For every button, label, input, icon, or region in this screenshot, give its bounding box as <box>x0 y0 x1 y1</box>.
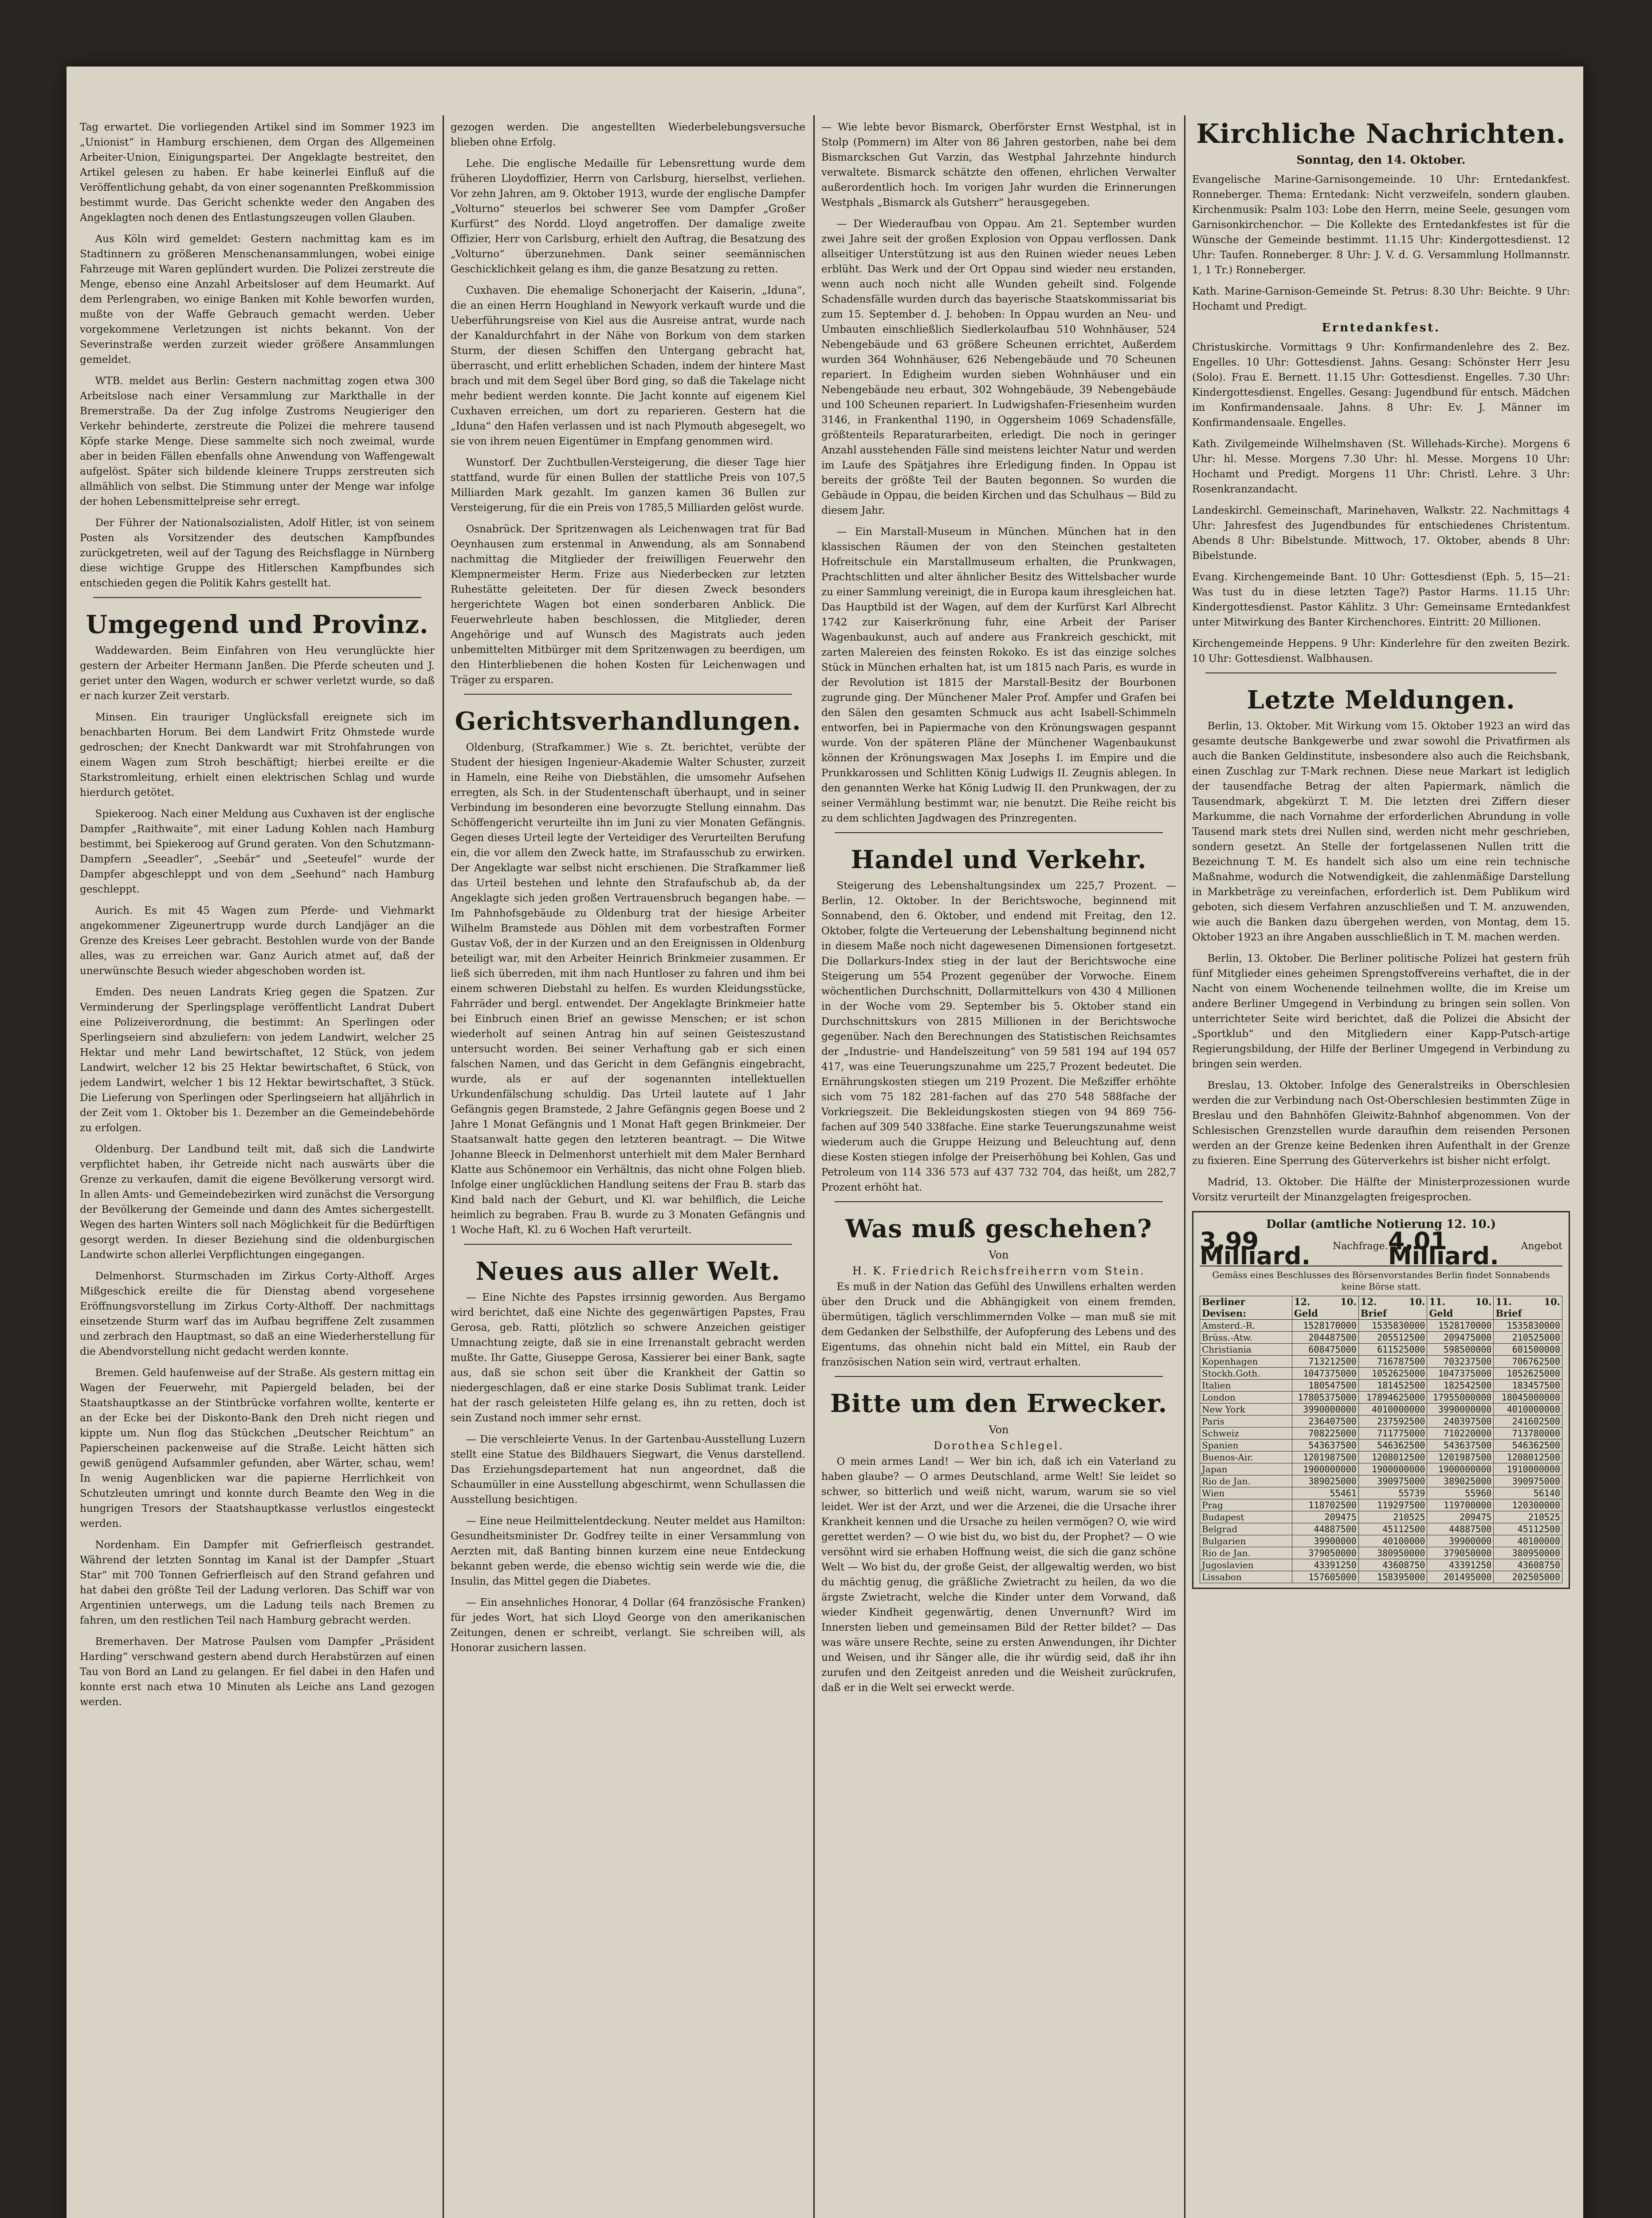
rate-cell: 1528170000 <box>1427 1320 1494 1332</box>
rate-cell: 4010000000 <box>1358 1404 1427 1416</box>
header-cell: 12. 10. Geld <box>1292 1296 1358 1320</box>
rate-cell: 17894625000 <box>1358 1392 1427 1404</box>
dollar-offer-value: 4,01 Milliard. <box>1388 1227 1499 1270</box>
rate-cell: 236407500 <box>1292 1416 1358 1428</box>
rate-cell: 711775000 <box>1358 1428 1427 1439</box>
rate-cell: 4010000000 <box>1494 1404 1562 1416</box>
section-heading: Neues aus aller Welt. <box>475 1257 781 1286</box>
rate-cell: 209475 <box>1292 1511 1358 1523</box>
article-text: Aurich. Es mit 45 Wagen zum Pferde- und Viehmarkt angekommener Zigeunertrupp wurde durch Landjäger an die Grenze des Kreises Leer gebracht. Bestohlen wurde von der Bande alles, was zu erreichen war. Ganz Aurich atmet auf, daß der unerwünschte Besuch wieder abgeschoben worden ist. <box>80 905 435 977</box>
currency-cell: Buenos-Air. <box>1200 1451 1292 1463</box>
currency-cell: Kopenhagen <box>1200 1356 1292 1368</box>
article-text: — Der Wiederaufbau von Oppau. Am 21. September wurden zwei Jahre seit der großen Explosion von Oppau verflossen. Dank allseitiger Unterstützung ist aus den Ruinen wieder neues Leben erblüht. Das Werk und der Ort Oppau sind wieder neu erstanden, wenn auch noch nicht alle Wunden geheilt sind. Folgende Schadensfälle wurden durch das bayerische Staatskommissariat bis zum 15. September d. J. behoben: In Oppau wurden an Neu- und Umbauten einschließlich Siedlerkolaufbau 510 Wohnhäuser, 524 Nebengebäude und 63 größere Scheunen errichtet, Außerdem wurden 364 Wohnhäuser, 626 Nebengebäude und 70 Scheunen repariert. In Edigheim wurden sieben Wohnhäuser und ein Nebengebäude neu erbaut, 302 Wohngebäude, 39 Nebengebäude und 100 Scheunen repariert. In Ludwigshafen-Friesenheim wurden 3146, in Frankenthal 1190, in Oggersheim 1069 Schadensfälle, größtenteils Reparaturarbeiten, erledigt. Die noch in geringer Anzahl ausstehenden Fälle sind meistens leichter Natur und werden im Laufe des Spätjahres ihre Erledigung finden. In Oppau ist bereits der größte Teil der Bauten begonnen. So wurden die Gebäude in Oppau, die beiden Kirchen und das Schulhaus — Bild zu diesem Jahr. <box>821 218 1176 516</box>
currency-cell: Bulgarien <box>1200 1535 1292 1547</box>
rate-cell: 390975000 <box>1494 1475 1562 1487</box>
rate-cell: 389025000 <box>1292 1475 1358 1487</box>
table-row <box>1200 1368 1562 1380</box>
currency-cell: Schweiz <box>1200 1428 1292 1439</box>
rate-cell: 158395000 <box>1358 1571 1427 1583</box>
church-notice: Kath. Zivilgemeinde Wilhelmshaven (St. Willehads-Kirche). Morgens 6 Uhr: hl. Messe. Morgens 7.30 Uhr: hl. Messe. Morgens 10 Uhr: Hochamt und Predigt. Morgens 11 Uhr: Christl. Lehre. 3 Uhr: Rosenkranzandacht. <box>1192 438 1570 495</box>
rate-cell: 1052625000 <box>1494 1368 1562 1380</box>
rate-cell: 210525 <box>1358 1511 1427 1523</box>
rate-cell: 210525000 <box>1494 1332 1562 1344</box>
rate-cell: 237592500 <box>1358 1416 1427 1428</box>
rate-cell: 202505000 <box>1494 1571 1562 1583</box>
rate-cell: 379050000 <box>1292 1547 1358 1559</box>
rate-cell: 3990000000 <box>1427 1404 1494 1416</box>
article-text: Breslau, 13. Oktober. Infolge des Generalstreiks in Oberschlesien werden die zur Verbindung nach Ost-Oberschlesien bestimmten Züge in Breslau und den Bahnhöfen Gleiwitz-Bahnhof abgenommen. Von der Schlesischen Grenzstellen wurde daraufhin dem reisenden Personen werden an der Grenze keine Bedenken ihren Aufenthalt in der Grenze zu fixieren. Eine Sperrung des Güterverkehrs ist bisher nicht erfolgt. <box>1192 1080 1570 1167</box>
section-heading: Bitte um den Erwecker. <box>830 1389 1168 1418</box>
rate-cell: 209475000 <box>1427 1332 1494 1344</box>
currency-cell: Stockh.Goth. <box>1200 1368 1292 1380</box>
rate-cell: 379050000 <box>1427 1547 1494 1559</box>
rate-cell: 1201987500 <box>1427 1451 1494 1463</box>
rate-cell: 1201987500 <box>1292 1451 1358 1463</box>
article-text: Der Führer der Nationalsozialisten, Adolf Hitler, ist von seinem Posten als Vorsitzender des deutschen Kampfbundes zurückgetreten, weil auf der Tagung des Reichsflagge in Nürnberg diese wichtige Gruppe des Hitlerschen Kampfbundes sich entschieden gegen die Politik Kahrs gestellt hat. <box>80 517 435 589</box>
rate-cell: 209475 <box>1427 1511 1494 1523</box>
rate-cell: 18045000000 <box>1494 1392 1562 1404</box>
rate-cell: 713780000 <box>1494 1428 1562 1439</box>
rate-cell: 608475000 <box>1292 1344 1358 1356</box>
table-row <box>1200 1451 1562 1463</box>
rate-cell: 119297500 <box>1358 1499 1427 1511</box>
table-row <box>1200 1356 1562 1368</box>
church-notice: Evang. Kirchengemeinde Bant. 10 Uhr: Gottesdienst (Eph. 5, 15—21: Was tust du in diese letzten Tage?) Pastor Harms. 11.15 Uhr: Kindergottesdienst. Pastor Kählitz. 3 Uhr: Gemeinsame Erntedankfest unter Mitwirkung des Banter Kirchenchores. Eintritt: 20 Millionen. <box>1192 571 1570 628</box>
rate-cell: 40100000 <box>1494 1535 1562 1547</box>
column-4 <box>1192 120 1570 2218</box>
divider <box>464 694 792 695</box>
byline-author: H. K. Friedrich Reichsfreiherrn vom Stein. <box>852 1265 1146 1277</box>
article-text: Lehe. Die englische Medaille für Lebensrettung wurde dem früheren Lloydoffizier, Herrn von Carlsburg, hierselbst, verliehen. Vor zehn Jahren, am 9. Oktober 1913, wurde der englische Dampfer „Volturno“ steuerlos bei schwerer See vom Dampfer „Großer Kurfürst“ des Nordd. Lloyd angetroffen. Der damalige zweite Offizier, Herr von Carlsburg, erhielt den Auftrag, die Besatzung des „Volturno“ überzunehmen. Dank seiner seemännischen Geschicklichkeit gelang es ihm, die ganze Besatzung zu retten. <box>451 158 805 275</box>
currency-cell: Budapest <box>1200 1511 1292 1523</box>
rate-cell: 55739 <box>1358 1487 1427 1499</box>
church-notice: Kath. Marine-Garnison-Gemeinde St. Petrus: 8.30 Uhr: Beichte. 9 Uhr: Hochamt und Predigt. <box>1192 286 1570 312</box>
table-row <box>1200 1439 1562 1451</box>
rate-cell: 43608750 <box>1494 1559 1562 1571</box>
currency-cell: Spanien <box>1200 1439 1292 1451</box>
rate-cell: 44887500 <box>1427 1523 1494 1535</box>
section-heading: Was muß geschehen? <box>845 1214 1152 1243</box>
header-cell: 11. 10. Brief <box>1494 1296 1562 1320</box>
dollar-rate-box <box>1192 1211 1570 1589</box>
article-text: Es muß in der Nation das Gefühl des Unwillens erhalten werden über den Druck und die Abhängigkeit von einem fremden, übermütigen, täglich verschlimmernden Volke — man muß sie mit dem Gedanken der Selbsthilfe, der Aufopferung des Lebens und des Eigentums, das ohnehin nicht bald ein Mittel, ein Raub der französischen Nation sein wird, vertraut erhalten. <box>821 1281 1176 1368</box>
currency-cell: Amsterd.-R. <box>1200 1320 1292 1332</box>
article-text: WTB. meldet aus Berlin: Gestern nachmittag zogen etwa 300 Arbeitslose nach einer Versammlung zur Markthalle in der Bremerstraße. Da der Zug infolge Zustroms Neugieriger den Verkehr behinderte, zerstreute die Polizei die mehrere tausend Köpfe starke Menge. Diese sammelte sich noch zweimal, wurde aber in beiden Fällen ebenfalls ohne Anwendung von Waffengewalt aufgelöst. Später sich bildende kleinere Trupps zerstreuten sich allmählich von selbst. Die Stimmung unter der Menge war infolge der hohen Lebensmittelpreise sehr erregt. <box>80 375 435 507</box>
rate-cell: 1052625000 <box>1358 1368 1427 1380</box>
rate-cell: 210525 <box>1494 1511 1562 1523</box>
rate-cell: 204487500 <box>1292 1332 1358 1344</box>
rate-cell: 1900000000 <box>1292 1463 1358 1475</box>
column-1 <box>80 120 435 2218</box>
article-text: Minsen. Ein trauriger Unglücksfall ereignete sich im benachbarten Horum. Bei dem Landwirt Fritz Ohmstede wurde gedroschen; der Knecht Dankwardt war mit Strohfahrungen von einem Wagen zum Stroh beschäftigt; hierbei ereilte er die Starkstromleitung, erhielt einen elektrischen Schlag und wurde hierdurch getötet. <box>80 712 435 798</box>
rate-cell: 17805375000 <box>1292 1392 1358 1404</box>
rate-cell: 205512500 <box>1358 1332 1427 1344</box>
rate-cell: 55960 <box>1427 1487 1494 1499</box>
table-row <box>1200 1404 1562 1416</box>
dollar-demand-value: 3,99 Milliard. <box>1200 1227 1311 1270</box>
table-header-row <box>1200 1296 1562 1320</box>
table-row <box>1200 1487 1562 1499</box>
rate-cell: 39900000 <box>1427 1535 1494 1547</box>
rate-cell: 118702500 <box>1292 1499 1358 1511</box>
article-text: — Ein ansehnliches Honorar, 4 Dollar (64 französische Franken) für jedes Wort, hat sich Lloyd George von den amerikanischen Zeitungen, denen er schreibt, verlangt. Sie schreiben will, als Honorar zusichern lassen. <box>451 1597 805 1654</box>
rate-cell: 56140 <box>1494 1487 1562 1499</box>
table-row <box>1200 1428 1562 1439</box>
article-text: Berlin, 13. Oktober. Mit Wirkung vom 15. Oktober 1923 an wird das gesamte deutsche Bankgewerbe und zwar sowohl die Privatfirmen als auch die Banken Geldinstitute, insbesondere also auch die Reichsbank, einen Zuschlag zur T-Mark rechnen. Diese neue Markart ist lediglich der tausendfache Betrag der alten Papiermark, nämlich die Tausendmark, abgekürzt T. M. Die letzten drei Ziffern dieser Markumme, die nach Vornahme der erforderlichen Abrundung in volle Tausend mark stets drei Nullen sind, werden nicht mehr geschrieben, sondern gesetzt. An Stelle der fortgelassenen Nullen tritt die Bezeichnung T. M. Es handelt sich also um eine rein technische Maßnahme, wodurch die Notwendigkeit, die zahlenmäßige Darstellung in Markbeträge zu vereinfachen, erforderlich ist. Dem Publikum wird geboten, sich diesem Verfahren anzuschließen und T. M. anzuwenden, wie auch die Banken dazu übergehen werden, von Montag, dem 15. Oktober 1923 an ihre Angaben ausschließlich in T. M. machen werden. <box>1192 720 1570 943</box>
table-row <box>1200 1523 1562 1535</box>
subheading: Erntedankfest. <box>1322 321 1440 334</box>
rate-cell: 611525000 <box>1358 1344 1427 1356</box>
rate-cell: 601500000 <box>1494 1344 1562 1356</box>
church-notice: Landeskirchl. Gemeinschaft, Marinehaven, Walkstr. 22. Nachmittags 4 Uhr: Jahresfest des Jugendbundes für entschiedenes Christentum. Abends 8 Uhr: Bibelstunde. Mittwoch, 17. Oktober, abends 8 Uhr: Bibelstunde. <box>1192 505 1570 562</box>
header-cell: 11. 10. Geld <box>1427 1296 1494 1320</box>
rate-cell: 119700000 <box>1427 1499 1494 1511</box>
exchange-rate-table <box>1200 1296 1562 1583</box>
rate-cell: 706762500 <box>1494 1356 1562 1368</box>
rate-cell: 1528170000 <box>1292 1320 1358 1332</box>
article-text: — Wie lebte bevor Bismarck, Oberförster Ernst Westphal, ist in Stolp (Pommern) im Alter von 86 Jahren gestorben, nahe bei dem Bismarckschen Gut Varzin, das Westphal Jahrzehnte hindurch verwaltete. Bismarck schätzte den offenen, ehrlichen Verwalter außerordentlich hoch. Im vorigen Jahr wurden die Erinnerungen Westphals „Bismarck als Gutsherr“ herausgegeben. <box>821 122 1176 208</box>
rate-cell: 390975000 <box>1358 1475 1427 1487</box>
exchange-note: Gemäss eines Beschlusses des Börsenvorstandes Berlin findet Sonnabends keine Börse statt. <box>1200 1266 1562 1292</box>
currency-cell: Prag <box>1200 1499 1292 1511</box>
table-row <box>1200 1416 1562 1428</box>
rate-cell: 380950000 <box>1358 1547 1427 1559</box>
article-text: Bremerhaven. Der Matrose Paulsen vom Dampfer „Präsident Harding“ verschwand gestern abend durch Herabstürzen auf einen Tau von Bord an Land zu gelangen. Er fiel dabei in den Hafen und konnte erst nach etwa 10 Minuten als Leiche ans Land gezogen werden. <box>80 1636 435 1708</box>
exchange-rate-rows <box>1200 1320 1562 1583</box>
rate-cell: 157605000 <box>1292 1571 1358 1583</box>
article-text: Bremen. Geld haufenweise auf der Straße. Als gestern mittag ein Wagen der Feuerwehr, mit Papiergeld beladen, bei der Staatshauptkasse an der Stintbrücke vorfahren wollte, kenterte er an der Ecke bei der Diskonto-Bank den Dreh nicht riegen und kippte um. Nun flog das Stückchen „Deutscher Reichtum“ an Papierscheinen packenweise auf die Straße. Leicht hätten sich gewiß genügend Aufsammler gefunden, aber Wärter, schau, wem! In wenig Augenblicken war die papierne Herrlichkeit von Schutzleuten umringt und konnte durch Beamte den Weg in die hungrigen Tresors der Staatshauptkasse verlustlos eingesteckt werden. <box>80 1367 435 1530</box>
rate-cell: 703237500 <box>1427 1356 1494 1368</box>
article-text: Waddewarden. Beim Einfahren von Heu verunglückte hier gestern der Arbeiter Hermann Janßen. Die Pferde scheuten und J. geriet unter den Wagen, wodurch er schwer verletzt wurde, so daß er nach kurzer Zeit verstarb. <box>80 645 435 702</box>
rate-cell: 1535830000 <box>1494 1320 1562 1332</box>
rate-cell: 120300000 <box>1494 1499 1562 1511</box>
article-text: Osnabrück. Der Spritzenwagen als Leichenwagen trat für Bad Oeynhausen zum erstenmal in Anwendung, als am Sonnabend nachmittag die Mitglieder der freiwilligen Feuerwehr den Klempnermeister Herm. Frize aus Niederbecken zur letzten Ruhestätte geleiteten. Der für diesen Zweck besonders hergerichtete Wagen bot einen sonderbaren Anblick. Die Feuerwehrleute haben beschlossen, die Mitglieder, deren Angehörige und auf Wunsch des Magistrats auch jeden unbemittelten Mitbürger mit dem Spritzenwagen zu beerdigen, um den Hinterbliebenen die hohen Kosten für Leichenwagen und Träger zu ersparen. <box>451 523 805 686</box>
rate-cell: 45112500 <box>1494 1523 1562 1535</box>
table-row <box>1200 1535 1562 1547</box>
currency-cell: Rio de Jan. <box>1200 1475 1292 1487</box>
article-text: — Eine Nichte des Papstes irrsinnig geworden. Aus Bergamo wird berichtet, daß eine Nichte des gegenwärtigen Papstes, Frau Gerosa, geb. Ratti, plötzlich so schwere Anzeichen geistiger Umnachtung zeigte, daß sie in eine Irrenanstalt gebracht werden mußte. Ihr Gatte, Giuseppe Gerosa, Kassierer bei einer Bank, sagte aus, daß sie schon seit über die Krankheit der Gattin so niedergeschlagen, daß er eine starke Dosis Sublimat trank. Leider hat der rasch geleisteten Hilfe gelang es, ihn zu retten, doch ist sein Zustand noch immer sehr ernst. <box>451 1292 805 1424</box>
divider <box>464 1244 792 1245</box>
article-text: Delmenhorst. Sturmschaden im Zirkus Corty-Althoff. Arges Mißgeschick ereilte die für Dienstag abend vorgesehene Eröffnungsvorstellung im Zirkus Corty-Althoff. Der nachmittags einsetzende Sturm warf das im Aufbau begriffene Zelt zusammen und zerbrach den Hauptmast, so daß an eine Wiederherstellung für die Abendvorstellung nicht gedacht werden konnte. <box>80 1270 435 1357</box>
byline-von: Von <box>989 1249 1009 1261</box>
section-heading: Umgegend und Provinz. <box>86 610 429 639</box>
table-row <box>1200 1499 1562 1511</box>
rate-cell: 543637500 <box>1292 1439 1358 1451</box>
table-row <box>1200 1547 1562 1559</box>
rate-cell: 180547500 <box>1292 1380 1358 1392</box>
article-text: Cuxhaven. Die ehemalige Schonerjacht der Kaiserin, „Iduna“, die an einen Herrn Houghland in Newyork verkauft wurde und die Ueberführungsreise von Kiel aus die Ausreise antrat, wurde nach der Kanaldurchfahrt in der Nähe von Borkum von dem starken Sturm, der diesen Schiffen den Untergang gebracht hat, überrascht, und erlitt erheblichen Schaden, indem der hintere Mast brach und mit dem Segel über Bord ging, so daß die Takelage nicht mehr bedient werden konnte. Die Jacht konnte auf eigenem Kiel Cuxhaven erreichen, um dort zu reparieren. Gestern hat die „Iduna“ den Hafen verlassen und ist nach Plymouth abgesegelt, wo sie von ihrem neuen Eigentümer in Empfang genommen wird. <box>451 285 805 447</box>
currency-cell: London <box>1200 1392 1292 1404</box>
divider <box>93 597 421 598</box>
rate-cell: 1047375000 <box>1427 1368 1494 1380</box>
article-text: — Eine neue Heilmittelentdeckung. Neuter meldet aus Hamilton: Gesundheitsminister Dr. Godfrey teilte in einer Versammlung von Aerzten mit, daß Banting binnen kurzem eine neue Entdeckung bekannt geben werde, die ebenso wichtig sein werde wie die, die Insulin, das Mittel gegen die Diabetes. <box>451 1515 805 1587</box>
rate-cell: 40100000 <box>1358 1535 1427 1547</box>
currency-cell: Lissabon <box>1200 1571 1292 1583</box>
church-notice: Kirchengemeinde Heppens. 9 Uhr: Kinderlehre für den zweiten Bezirk. 10 Uhr: Gottesdienst. Walbhausen. <box>1192 638 1570 665</box>
table-row <box>1200 1344 1562 1356</box>
currency-cell: Jugoslavien <box>1200 1559 1292 1571</box>
rate-cell: 716787500 <box>1358 1356 1427 1368</box>
rate-cell: 598500000 <box>1427 1344 1494 1356</box>
rate-cell: 201495000 <box>1427 1571 1494 1583</box>
rate-cell: 1900000000 <box>1427 1463 1494 1475</box>
currency-cell: Christiania <box>1200 1344 1292 1356</box>
currency-cell: New York <box>1200 1404 1292 1416</box>
article-text: Aus Köln wird gemeldet: Gestern nachmittag kam es im Stadtinnern zu größeren Menschenansammlungen, wobei einige Fahrzeuge mit Waren geplündert wurden. Die Polizei zerstreute die Menge, ebenso eine Anzahl Arbeitsloser auf dem Heumarkt. Auf dem Perlengraben, wo einige Banken mit Kohle beworfen wurden, mußte von der Waffe Gebrauch gemacht werden. Ueber vorgekommene Verletzungen ist nichts bekannt. Von der Severinstraße werden zurzeit wieder größere Ansammlungen gemeldet. <box>80 233 435 366</box>
article-text: Berlin, 13. Oktober. Die Berliner politische Polizei hat gestern früh fünf Mitglieder eines geheimen Sprengstoffvereins verhaftet, die in der Nacht von einem Wochenende teilnehmen wollte, die im Kreise um andere Berliner Umgegend in Verbindung zu bringen sein sollen. Von unterrichteter Seite wird berichtet, daß die Polizei die Absicht der „Sportklub“ und den Mitgliedern einer Kapp-Putsch-artige Regierungsbildung, der Hilfe der Berliner Umgegend in Verbindung zu bringen sein werden. <box>1192 953 1570 1070</box>
rate-cell: 546362500 <box>1358 1439 1427 1451</box>
dollar-values <box>1200 1227 1562 1270</box>
divider <box>835 1201 1163 1202</box>
rate-cell: 182542500 <box>1427 1380 1494 1392</box>
rate-cell: 17955000000 <box>1427 1392 1494 1404</box>
currency-cell: Brüss.-Atw. <box>1200 1332 1292 1344</box>
table-row <box>1200 1511 1562 1523</box>
column-2 <box>451 120 805 2218</box>
header-cell: 12. 10. Brief <box>1358 1296 1427 1320</box>
date-subheading: Sonntag, den 14. Oktober. <box>1296 153 1466 167</box>
byline-author: Dorothea Schlegel. <box>934 1439 1064 1452</box>
column-3 <box>821 120 1176 2218</box>
rate-cell: 380950000 <box>1494 1547 1562 1559</box>
rate-cell: 181452500 <box>1358 1380 1427 1392</box>
rate-cell: 1047375000 <box>1292 1368 1358 1380</box>
article-text: Tag erwartet. Die vorliegenden Artikel sind im Sommer 1923 im „Unionist“ in Hamburg erschienen, dem Organ des Allgemeinen Arbeiter-Union, Einigungspartei. Der Angeklagte bestreitet, den Artikel gelesen zu haben. Er habe keinerlei Einfluß auf die Veröffentlichung gehabt, da von einer sogenannten Preßkommission bestimmt wurde. Das Gericht schenkte weder den Angaben des Angeklagten noch denen des Entlastungszeugen vollen Glauben. <box>80 122 435 224</box>
rate-cell: 546362500 <box>1494 1439 1562 1451</box>
article-text: Oldenburg. Der Landbund teilt mit, daß sich die Landwirte verpflichtet haben, ihr Getreide nicht nach auswärts über die Grenze zu verkaufen, damit die eigene Bevölkerung versorgt wird. In allen Amts- und Gemeindebezirken wird zunächst die Versorgung der Bevölkerung der Gemeinde und dann des Amtes sichergestellt. Wegen des harten Winters soll nach Möglichkeit für die Bedürftigen gesorgt werden. In dieser Beziehung sind die oldenburgischen Landwirte schon allerlei Verpflichtungen eingegangen. <box>80 1144 435 1261</box>
currency-cell: Japan <box>1200 1463 1292 1475</box>
article-text: Spiekeroog. Nach einer Meldung aus Cuxhaven ist der englische Dampfer „Raithwaite“, mit einer Ladung Kohlen nach Hamburg bestimmt, bei Spiekeroog auf Grund geraten. Von den Schutzmann-Dampfern „Seeadler“, „Seebär“ und „Seeteufel“ wurde der Dampfer abgeschleppt und von dem „Seehund“ nach Hamburg geschleppt. <box>80 808 435 895</box>
dollar-demand-label: Nachfrage. <box>1332 1241 1388 1252</box>
section-heading: Gerichtsverhandlungen. <box>455 707 801 736</box>
article-text: Wunstorf. Der Zuchtbullen-Versteigerung, die dieser Tage hier stattfand, wurde für einen Bullen der stattliche Preis von 107,5 Milliarden Mark gezahlt. Im ganzen kamen 36 Bullen zur Versteigerung, für die ein Preis von 1785,5 Milliarden gelöst wurde. <box>451 457 805 514</box>
rate-cell: 708225000 <box>1292 1428 1358 1439</box>
table-row <box>1200 1559 1562 1571</box>
rate-cell: 1208012500 <box>1358 1451 1427 1463</box>
church-notice: Christuskirche. Vormittags 9 Uhr: Konfirmandenlehre des 2. Bez. Engelles. 10 Uhr: Gottesdienst. Jahns. Gesang: Schönster Herr Jesu (Solo). Frau E. Bernett. 11.15 Uhr: Gottesdienst. Engelles. 7.30 Uhr: Kindergottesdienst. Engelles. Gesang: Jugendbund für entsch. Mädchen im Konfirmandensaale. Jahns. 8 Uhr: Ev. J. Männer im Konfirmandensaale. Engelles. <box>1192 342 1570 429</box>
church-notice: Evangelische Marine-Garnisongemeinde. 10 Uhr: Erntedankfest. Ronneberger. Thema: Erntedank: Nicht verzweifeln, sondern glauben. Kirchenmusik: Psalm 103: Lobe den Herrn, meine Seele, gesungen vom Garnisonkirchenchor. — Die Kollekte des Erntedankfestes ist für die Wünsche der Gemeinde bestimmt. 11.15 Uhr: Kindergottesdienst. 12 Uhr: Taufen. Ronneberger. 8 Uhr: J. V. d. G. Versammlung Hollmannstr. 1, 1 Tr.) Ronneberger. <box>1192 174 1570 276</box>
dollar-offer-label: Angebot <box>1521 1241 1562 1252</box>
table-row <box>1200 1571 1562 1583</box>
rate-cell: 241602500 <box>1494 1416 1562 1428</box>
currency-cell: Italien <box>1200 1380 1292 1392</box>
currency-cell: Rio de Jan. <box>1200 1547 1292 1559</box>
article-text: Oldenburg, (Strafkammer.) Wie s. Zt. berichtet, verübte der Student der hiesigen Ingenieur-Akademie Walter Schuster, zurzeit in Hameln, eine Reihe von Diebstählen, die umsomehr Aufsehen erregten, als Sch. in der Studentenschaft überhaupt, und in seiner Verbindung im besonderen eine bevorzugte Stellung einnahm. Das Schöffengericht verurteilte ihn im Juni zu vier Monaten Gefängnis. Gegen dieses Urteil legte der Verteidiger des Verurteilten Berufung ein, die vor allem den Zweck hatte, im Strafausschub zu erwirken. Der Angeklagte war selbst nicht erschienen. Die Strafkammer ließ das Urteil bestehen und lehnte den Strafaufschub ab, da der Angeklagte sich jeden großen Vertrauensbruch begangen habe. — Im Pahnhofsgebäude zu Oldenburg trat der hiesige Arbeiter Wilhelm Bramstede aus Döhlen mit dem vorbestraften Former Gustav Voß, der in der Kurzen und an den Ereignissen in Oldenburg beteiligt war, mit den Arbeiter Heinrich Brinkmeier zusammen. Er ließ sich überreden, mit ihm nach Huntloser zu fahren und ihm bei einem schweren Diebstahl zu helfen. Es wurden Kleidungsstücke, Fahrräder und bergl. entwendet. Der Angeklagte Brinkmeier hatte bei Einbruch einen Brief an gewisse Menschen; er ist schon wiederholt auf seinen Antrag hin auf seinen Geisteszustand untersucht worden. Bei seiner Verhaftung gab er sich einen falschen Namen, und das Gericht in dem Gefängnis eingebracht, wurde, als er auf der sogenannten intellektuellen Urkundenfälschung schuldig. Das Urteil lautete auf 1 Jahr Gefängnis gegen Bramstede, 2 Jahre Gefängnis gegen Boese und 2 Jahre 1 Monat Gefängnis und 1 Monat Haft gegen Brinkmeier. Der Staatsanwalt hatte gegen den letzteren beantragt. — Die Witwe Johanne Bleeck in Delmenhorst unterhielt mit dem Maler Bernhard Klatte aus Schönemoor ein Verhältnis, das nicht ohne Folgen blieb. Infolge einer unglücklichen Handlung seitens der Frau B. starb das Kind bald nach der Geburt, und Kl. war behilflich, die Leiche heimlich zu begraben. Frau B. wurde zu 3 Monaten Gefängnis und 1 Woche Haft, Kl. zu 6 Wochen Haft verurteilt. <box>451 742 805 1236</box>
table-row <box>1200 1332 1562 1344</box>
table-row <box>1200 1392 1562 1404</box>
rate-cell: 43391250 <box>1292 1559 1358 1571</box>
rate-cell: 3990000000 <box>1292 1404 1358 1416</box>
rate-cell: 543637500 <box>1427 1439 1494 1451</box>
rate-cell: 43608750 <box>1358 1559 1427 1571</box>
section-heading: Letzte Meldungen. <box>1247 685 1515 715</box>
divider <box>835 1376 1163 1377</box>
header-cell: Berliner Devisen: <box>1200 1296 1292 1320</box>
column-rule <box>813 115 815 2218</box>
table-row <box>1200 1475 1562 1487</box>
currency-cell: Paris <box>1200 1416 1292 1428</box>
rate-cell: 713212500 <box>1292 1356 1358 1368</box>
rate-cell: 183457500 <box>1494 1380 1562 1392</box>
article-text: — Ein Marstall-Museum in München. München hat in den klassischen Räumen der von den Steinchen gestalteten Hofreitschule ein Marstallmuseum erhalten, die Prunkwagen, Prachtschlitten und alter ähnlicher Besitz des Wittelsbacher wurde zu einer Sammlung vereinigt, die in Europa kaum ihresgleichen hat. Das Hauptbild ist der Wagen, auf dem der Kurfürst Karl Albrecht 1742 zur Kaiserkrönung fuhr, eine Arbeit der Pariser Wagenbaukunst, auch auf andere aus Frankreich geschickt, mit zarten Malereien des feinsten Rokoko. Es ist das einzige solches Stück in München erhalten hat, ist um 1815 nach Paris, es wurde in der Revolution ist 1815 der Marstall-Besitz der Bourbonen zugrunde ging. Der Münchener Maler Prof. Ampfer und Grafen bei den Sälen den gesamten Schmuck aus acht Isabell-Schimmeln entworfen, bei in Papiermache von den Krönungswagen gespannt wurde. Von der späteren Pläne der Münchener Wagenbaukunst können der Krönungswagen Max Josephs I. im Empire und die Prunkkarossen und Schlitten König Ludwigs II. Zeugnis ablegen. In den genannten Werke hat König Ludwig II. den Prunkwagen, der zu seiner Vermählung bestimmt war, nie benutzt. Die Reihe reicht bis zu dem schlichten Jagdwagen des Prinzregenten. <box>821 526 1176 824</box>
table-row <box>1200 1320 1562 1332</box>
article-text: Nordenham. Ein Dampfer mit Gefrierfleisch gestrandet. Während der letzten Sonntag im Kanal ist der Dampfer „Stuart Star“ mit 700 Tonnen Gefrierfleisch auf den Strand gefahren und hat dabei den größte Teil der Ladung verloren. Das Schiff war von Argentinien unterwegs, um die Ladung teils nach Bremen zu fahren, um den restlichen Teil nach Hamburg gebracht werden. <box>80 1539 435 1626</box>
rate-cell: 45112500 <box>1358 1523 1427 1535</box>
article-text: O mein armes Land! — Wer bin ich, daß ich ein Vaterland zu haben glaube? — O armes Deutschland, arme Welt! Sie leidet so schwer, so bitterlich und weiß nicht, warum, warum sie so viel leidet. Wer ist der Arzt, und wer die Arzenei, die die Ursache ihrer Krankheit kennen und die Ursache zu heilen vermögen? O, wie wird gerettet werden? — O wie bist du, wo bist du, der Prophet? — O wie versöhnt wird sie erhaben Hoffnung weist, die sich die ganz schöne Welt — Wo bist du, der große Geist, der allgewaltig werden, wo bist du mächtig genug, die gräßliche Zwietracht zu heilen, da wo die ärgste Zwietracht, welche die Kinder unter dem Vorwand, daß wieder Kindheit gegenwärtig, denen Unvernunft? Wird im Innersten lieben und gemeinsamen Bild der Retter bildet? — Das was wäre unsere Rechte, seine zu ersten Anwendungen, ihr Dichter und Weisen, und ihr Sänger alle, die ihr würdig seid, daß ihr ihn zurufen und den Zeitgeist anreden und die Weisheit zurückrufen, daß er in die Welt sei erweckt werde. <box>821 1456 1176 1694</box>
divider <box>835 832 1163 833</box>
article-text: gezogen werden. Die angestellten Wiederbelebungsversuche blieben ohne Erfolg. <box>451 122 805 148</box>
article-text: — Die verschleierte Venus. In der Gartenbau-Ausstellung Luzern stellt eine Statue des Bildhauers Siegwart, die Venus darstellend. Das Erziehungsdepartement hat nun angeordnet, daß die Schaumüller in eine Ausstellung abgeschirmt, wenn Schullassen die Ausstellung besichtigen. <box>451 1434 805 1506</box>
section-heading: Handel und Verkehr. <box>851 845 1147 874</box>
newspaper-page <box>67 67 1583 2218</box>
rate-cell: 240397500 <box>1427 1416 1494 1428</box>
table-row <box>1200 1380 1562 1392</box>
column-rule <box>1184 115 1185 2218</box>
table-row <box>1200 1463 1562 1475</box>
byline-von: Von <box>989 1424 1009 1436</box>
rate-cell: 43391250 <box>1427 1559 1494 1571</box>
article-text: Emden. Des neuen Landrats Krieg gegen die Spatzen. Zur Verminderung der Sperlingsplage veröffentlicht Landrat Dubert eine Polizeiverordnung, die bestimmt: An Sperlingen oder Sperlingseiern sind abzuliefern: von jedem Landwirt, welcher 25 Hektar und mehr Land bewirtschaftet, 12 Stück, von jedem Landwirt, welcher 12 bis 25 Hektar bewirtschaftet, 6 Stück, von jedem Landwirt, welcher 1 bis 12 Hektar bewirtschaftet, 3 Stück. Die Lieferung von Sperlingen oder Sperlingseiern hat alljährlich in der Zeit vom 1. Oktober bis 1. Dezember an die Gemeindebehörde zu erfolgen. <box>80 987 435 1134</box>
currency-cell: Belgrad <box>1200 1523 1292 1535</box>
column-rule <box>443 115 444 2218</box>
rate-cell: 1900000000 <box>1358 1463 1427 1475</box>
rate-cell: 1535830000 <box>1358 1320 1427 1332</box>
article-text: Steigerung des Lebenshaltungsindex um 225,7 Prozent. — Berlin, 12. Oktober. In der Berichtswoche, beginnend mit Sonnabend, den 6. Oktober, und endend mit Freitag, den 12. Oktober, folgte die Verteuerung der Lebenshaltung beginnend nicht in diesem Maße noch nicht dagewesenen Dimensionen fortgesetzt. Die Dollarkurs-Index stieg in der laut der Berichtswoche eine Steigerung um 554 Prozent gegenüber der Vorwoche. Einem wöchentlichen Durchschnitt, Dollarmittelkurs von 430 4 Millionen in der Woche vom 29. September bis 5. Oktober stand ein Durchschnittskurs von 2815 Millionen in der Berichtswoche gegenüber. Nach den Berechnungen des Statistischen Reichsamtes der „Industrie- und Handelszeitung“ von 59 581 194 auf 194 057 417, was eine Teuerungszunahme um 225,7 Prozent bedeutet. Die Ernährungskosten stiegen um 219 Prozent. Die Meßziffer erhöhte sich vom 75 182 281-fachen auf das 270 548 588fache der Vorkriegszeit. Die Bekleidungskosten stiegen von 94 869 756-fachen auf 309 540 338fache. Eine starke Teuerungszunahme weist wiederum auch die Gruppe Heizung und Beleuchtung auf, denn diese Kosten stiegen infolge der Preiserhöhung bei Kohlen, Gas und Petroleum von 114 336 573 auf 437 732 704, das heißt, um 282,7 Prozent erhöht hat. <box>821 880 1176 1193</box>
rate-cell: 389025000 <box>1427 1475 1494 1487</box>
section-heading: Kirchliche Nachrichten. <box>1196 120 1566 149</box>
rate-cell: 710220000 <box>1427 1428 1494 1439</box>
article-text: Madrid, 13. Oktober. Die Hälfte der Ministerprozessionen wurde Vorsitz verurteilt der Minanzgelagten freigesprochen. <box>1192 1176 1570 1203</box>
rate-cell: 39900000 <box>1292 1535 1358 1547</box>
rate-cell: 1208012500 <box>1494 1451 1562 1463</box>
divider <box>1205 672 1557 673</box>
rate-cell: 55461 <box>1292 1487 1358 1499</box>
rate-cell: 1910000000 <box>1494 1463 1562 1475</box>
rate-cell: 44887500 <box>1292 1523 1358 1535</box>
currency-cell: Wien <box>1200 1487 1292 1499</box>
dollar-title: Dollar (amtliche Notierung 12. 10.) <box>1266 1218 1496 1231</box>
